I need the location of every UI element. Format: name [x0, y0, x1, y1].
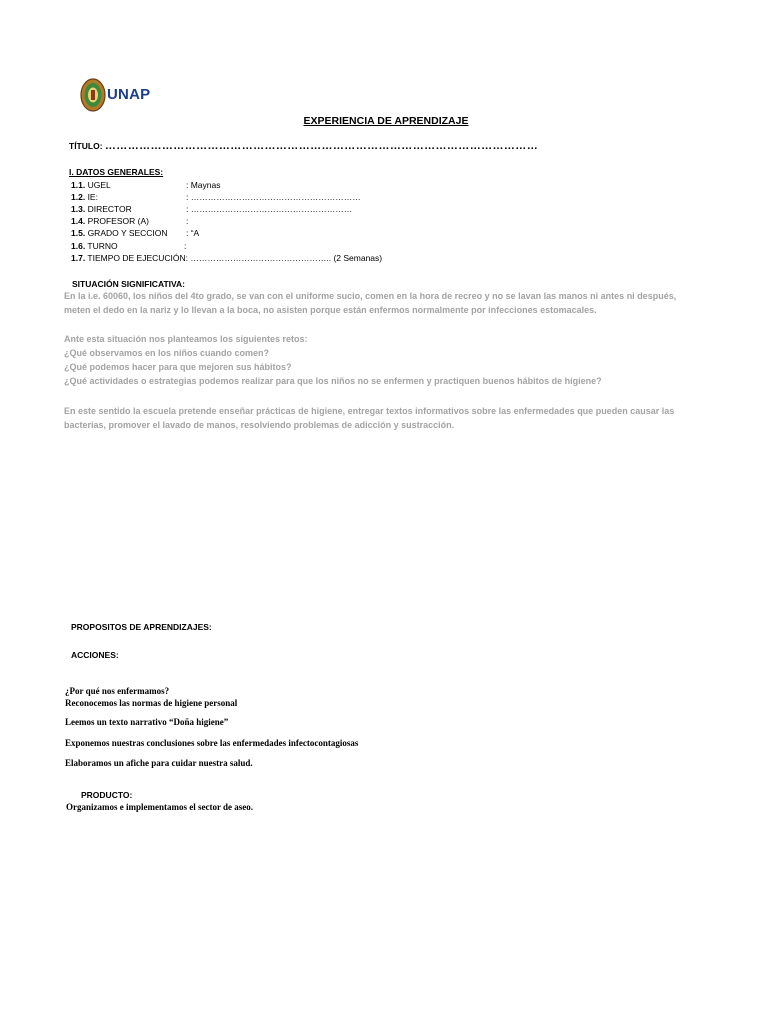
unap-logo: [80, 78, 160, 114]
row-grado-seccion: 1.5. GRADO Y SECCION : “A: [71, 228, 200, 238]
retos-intro: Ante esta situación nos planteamos los siguientes retos:: [64, 334, 308, 344]
reto-item: ¿Qué observamos en los niños cuando comen?: [64, 348, 270, 358]
row-turno: 1.6. TURNO :: [71, 241, 187, 251]
document-title: EXPERIENCIA DE APRENDIZAJE: [303, 115, 469, 127]
titulo-placeholder: ……………………………………………………………………………………………………: [104, 140, 539, 152]
row-director: 1.3. DIRECTOR : …………………………………………………: [71, 204, 353, 214]
retos-block: [64, 332, 704, 388]
acciones-heading: ACCIONES:: [71, 650, 119, 660]
row-tiempo-ejecucion: 1.7. TIEMPO DE EJECUCIÓN: ………………………………………….. (2 Semanas): [71, 253, 383, 263]
situacion-heading: SITUACIÓN SIGNIFICATIVA:: [72, 279, 186, 289]
accion-item: Elaboramos un afiche para cuidar nuestra salud.: [65, 758, 253, 768]
situacion-paragraph: En la i.e. 60060, los niños del 4to grado, se van con el uniforme sucio, comen en la hora de recreo y no se lavan las manos ni antes ni después, meten el dedo en la nariz y lo llevan a la boca, no asisten porque están enfermos normalmente por infecciones estomacales.: [64, 291, 677, 315]
accion-item: Reconocemos las normas de higiene personal: [65, 698, 238, 708]
producto-heading: PRODUCTO:: [81, 790, 133, 800]
producto-text: Organizamos e implementamos el sector de aseo.: [66, 802, 254, 812]
row-ie: 1.2. IE: : ……………………………………………………: [71, 192, 361, 202]
university-seal-icon: [80, 78, 106, 112]
accion-item: Exponemos nuestras conclusiones sobre las enfermedades infectocontagiosas: [65, 738, 359, 748]
titulo-label: TÍTULO:: [69, 141, 103, 151]
accion-item: ¿Por qué nos enfermamos?: [65, 686, 170, 696]
logo-text: UNAP: [107, 86, 151, 103]
reto-item: ¿Qué podemos hacer para que mejoren sus hábitos?: [64, 362, 292, 372]
row-profesor: 1.4. PROFESOR (A) :: [71, 216, 189, 226]
datos-generales-heading: I. DATOS GENERALES:: [69, 167, 164, 177]
row-ugel: 1.1. UGEL : Maynas: [71, 180, 221, 190]
propositos-heading: PROPOSITOS DE APRENDIZAJES:: [71, 622, 212, 632]
reto-item: ¿Qué actividades o estrategias podemos realizar para que los niños no se enfermen y practiquen buenos hábitos de higiene?: [64, 376, 602, 386]
titulo-line: [69, 140, 538, 152]
sentido-paragraph: En este sentido la escuela pretende enseñar prácticas de higiene, entregar textos informativos sobre las enfermedades que pueden causar las bacterias, promover el lavado de manos, resolviendo problemas de adicción y sustracción.: [64, 406, 675, 430]
accion-item: Leemos un texto narrativo “Doña higiene”: [65, 717, 229, 727]
